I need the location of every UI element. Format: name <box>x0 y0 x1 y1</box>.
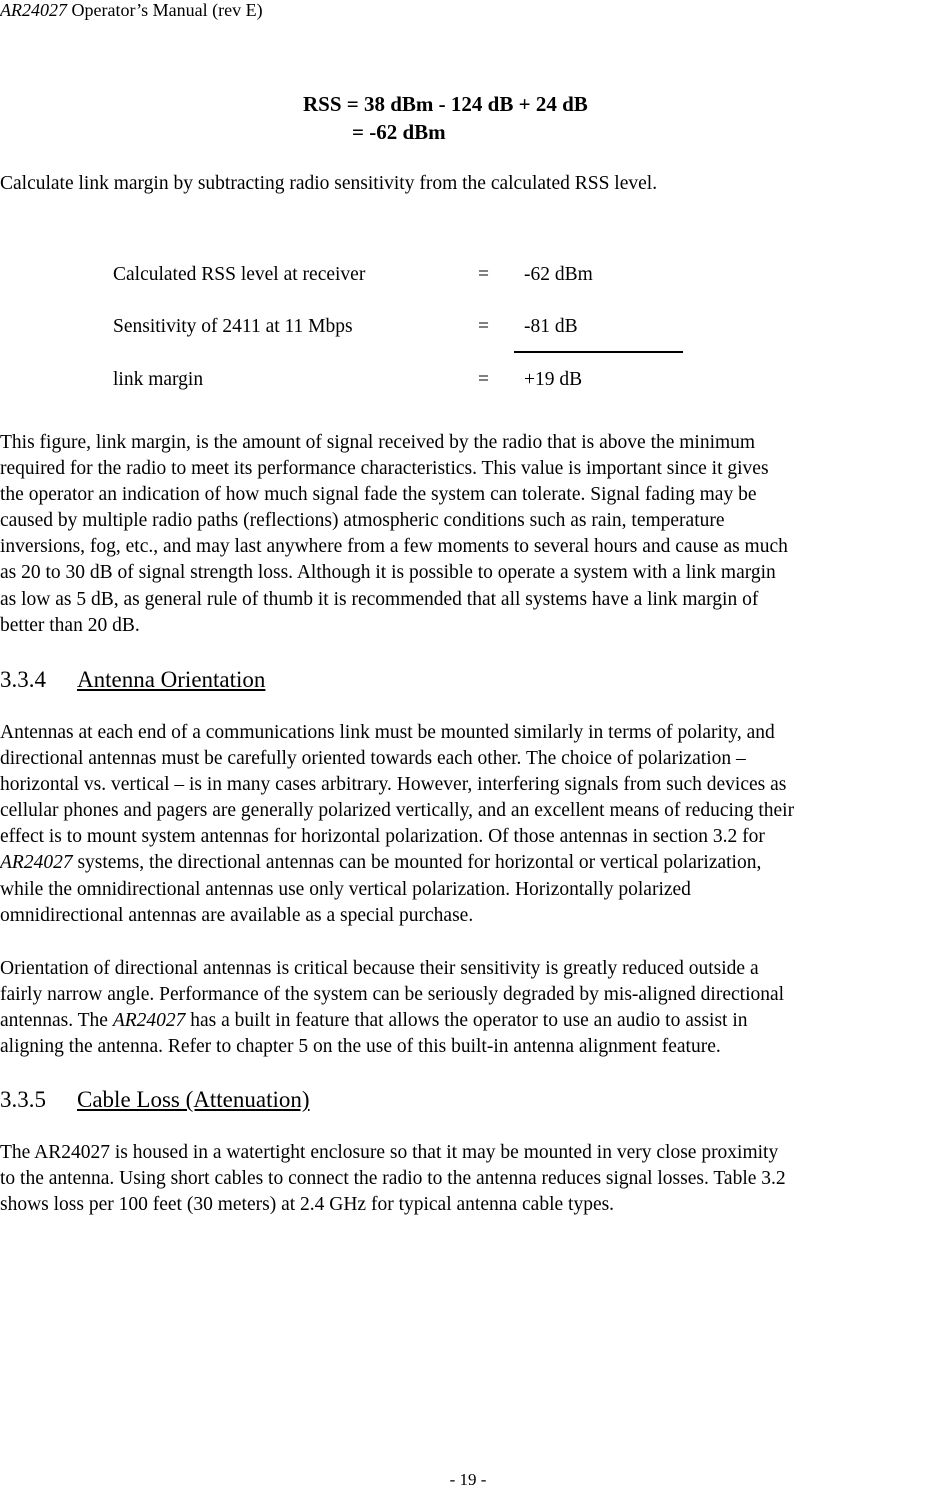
intro-text: Calculate link margin by subtracting radio sensitivity from the calculated RSS level. <box>0 173 658 194</box>
cable-loss-paragraph <box>0 1140 936 1218</box>
product-code: AR24027 <box>112 1010 186 1032</box>
text-line: cellular phones and pagers are generally polarized vertically, and an excellent means of reducing their <box>0 800 795 822</box>
text-line: as low as 5 dB, as general rule of thumb it is recommended that all systems have a link margin of <box>0 588 759 610</box>
calc-row-eq: = <box>478 316 489 337</box>
calc-row-label: link margin <box>113 369 204 390</box>
text-line: shows loss per 100 feet (30 meters) at 2.4 GHz for typical antenna cable types. <box>0 1194 615 1216</box>
header-doc-code: AR24027 <box>0 0 67 20</box>
text-line: better than 20 dB. <box>0 614 140 636</box>
product-code: AR24027 <box>0 852 73 874</box>
link-margin-paragraph <box>0 430 936 639</box>
calc-row-value: +19 dB <box>524 369 583 390</box>
text-line: This figure, link margin, is the amount of signal received by the radio that is above the minimum <box>0 432 756 453</box>
orientation-paragraph-1 <box>0 720 936 929</box>
sum-rule <box>514 351 683 353</box>
orientation-paragraph-2 <box>0 956 936 1060</box>
text-line: The AR24027 is housed in a watertight enclosure so that it may be mounted in very close proximity <box>0 1142 779 1163</box>
text-line <box>0 850 936 876</box>
text-line: to the antenna. Using short cables to connect the radio to the antenna reduces signal losses. Table 3.2 <box>0 1168 786 1190</box>
text-line: aligning the antenna. Refer to chapter 5 on the use of this built-in antenna alignment feature. <box>0 1036 721 1058</box>
calc-row-value: -81 dB <box>524 316 578 337</box>
text-fragment: systems, the directional antennas can be mounted for horizontal or vertical polarization, <box>72 852 762 874</box>
text-line: fairly narrow angle. Performance of the system can be seriously degraded by mis-aligned directional <box>0 984 785 1006</box>
section-number: 3.3.4 <box>0 667 46 692</box>
text-line: effect is to mount system antennas for horizontal polarization. Of those antennas in section 3.2 for <box>0 826 765 848</box>
calc-row-value: -62 dBm <box>524 264 593 285</box>
text-line: as 20 to 30 dB of signal strength loss. Although it is possible to operate a system with a link margin <box>0 562 776 584</box>
text-line: Orientation of directional antennas is critical because their sensitivity is greatly reduced outside a <box>0 958 759 979</box>
text-line: the operator an indication of how much signal fade the system can tolerate. Signal fading may be <box>0 484 757 506</box>
text-line <box>0 1008 936 1034</box>
calc-row-eq: = <box>478 369 489 390</box>
text-line: while the omnidirectional antennas use only vertical polarization. Horizontally polarized <box>0 878 691 900</box>
header-title: Operator’s Manual (rev E) <box>67 0 263 20</box>
calc-row-eq: = <box>478 264 489 285</box>
text-line: caused by multiple radio paths (reflections) atmospheric conditions such as rain, temperature <box>0 510 725 532</box>
text-line: omnidirectional antennas are available as a special purchase. <box>0 904 474 926</box>
text-fragment: has a built in feature that allows the operator to use an audio to assist in <box>185 1010 748 1032</box>
page-header <box>0 0 263 21</box>
text-line: Antennas at each end of a communications link must be mounted similarly in terms of polarity, and <box>0 722 775 743</box>
page-number: - 19 - <box>449 1470 487 1489</box>
text-line: required for the radio to meet its performance characteristics. This value is important since it gives <box>0 458 769 480</box>
equation-line-1: RSS = 38 dBm - 124 dB + 24 dB <box>303 92 588 116</box>
section-number: 3.3.5 <box>0 1087 46 1112</box>
text-fragment: antennas. The <box>0 1010 113 1032</box>
calc-row-label: Calculated RSS level at receiver <box>113 264 366 285</box>
text-line: directional antennas must be carefully oriented towards each other. The choice of polarization – <box>0 748 746 770</box>
text-line: inversions, fog, etc., and may last anywhere from a few moments to several hours and cause as much <box>0 536 788 558</box>
section-title: Cable Loss (Attenuation) <box>77 1087 310 1112</box>
section-title: Antenna Orientation <box>77 667 266 692</box>
equation-line-2: = -62 dBm <box>352 120 446 144</box>
text-line: horizontal vs. vertical – is in many cases arbitrary. However, interfering signals from such devices as <box>0 774 787 796</box>
calc-row-label: Sensitivity of 2411 at 11 Mbps <box>113 316 353 337</box>
